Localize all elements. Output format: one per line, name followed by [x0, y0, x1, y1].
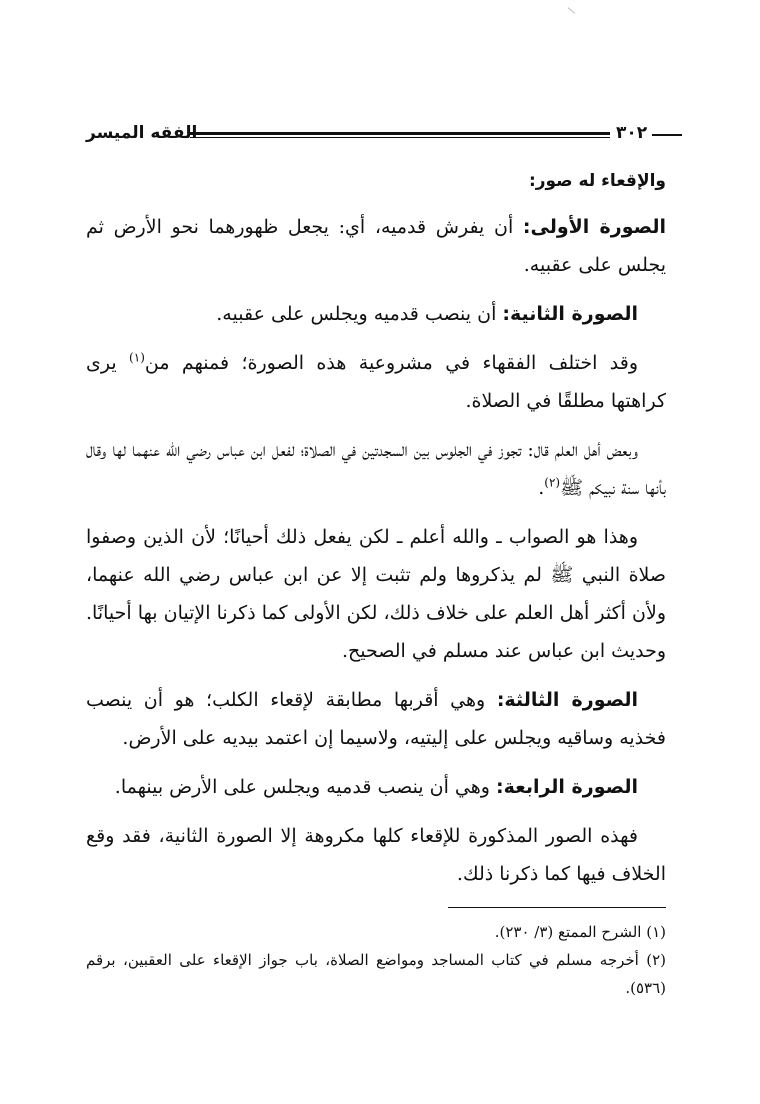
paragraph-some-scholars	[86, 431, 666, 507]
footnote-ref-1: (١)	[129, 350, 145, 365]
form-four-text: وهي أن ينصب قدميه ويجلس على الأرض بينهما.	[114, 776, 496, 798]
some-scholars-text-b: .	[538, 477, 545, 499]
page-number: ٣٠٢	[616, 123, 648, 143]
book-title: الفقه الميسر	[86, 123, 198, 143]
paragraph-form-two	[86, 295, 666, 333]
footnote-1: (١) الشرح الممتع (٣/ ٢٣٠).	[494, 923, 666, 941]
main-text	[86, 162, 666, 904]
disagreement-text-b: يرى كراهتها مطلقًا في الصلاة.	[86, 352, 666, 412]
paragraph-form-three	[86, 681, 666, 757]
footnote-2: (٢) أخرجه مسلم في كتاب المساجد ومواضع الصلاة، باب جواز الإقعاء على العقبين، برقم (٥٣٦).	[86, 951, 666, 997]
paragraph-form-one	[86, 208, 666, 284]
form-three-label: الصورة الثالثة:	[496, 689, 638, 711]
footnote-ref-2: (٢)	[544, 475, 561, 490]
paragraph-form-four	[86, 768, 666, 806]
header-rule	[190, 132, 610, 135]
paragraph-disagreement	[86, 344, 666, 420]
running-header	[86, 119, 658, 147]
paragraph-correct-view: وهذا هو الصواب ـ والله أعلم ـ لكن يفعل ذلك أحيانًا؛ لأن الذين وصفوا صلاة النبي ﷺ لم يذكروها ولم تثبت إلا عن ابن عباس رضي الله عنهما، ولأن أكثر أهل العلم على خلاف ذلك، لكن الأولى كما ذكرنا الإتيان بها أحيانًا. وحديث ابن عباس عند مسلم في الصحيح.	[86, 526, 666, 662]
form-one-text: أن يفرش قدميه، أي: يجعل ظهورهما نحو الأرض ثم يجلس على عقبيه.	[86, 216, 666, 276]
some-scholars-text-a: وبعض أهل العلم قال: تجوز في الجلوس بين السجدتين في الصلاة؛ لفعل ابن عباس رضي الله عنهما لها وقال بأنها سنة نبيكم ﷺ	[86, 439, 666, 499]
scan-artifact	[568, 7, 576, 14]
paragraph-conclusion: فهذه الصور المذكورة للإقعاء كلها مكروهة إلا الصورة الثانية، فقد وقع الخلاف فيها كما ذكرنا ذلك.	[86, 825, 666, 885]
page-number-rule	[652, 134, 682, 136]
form-two-text: أن ينصب قدميه ويجلس على عقبيه.	[216, 303, 503, 325]
section-intro: والإقعاء له صور:	[528, 171, 666, 191]
footnotes	[86, 918, 666, 1002]
disagreement-text-a: وقد اختلف الفقهاء في مشروعية هذه الصورة؛ فمنهم من	[144, 352, 638, 374]
form-one-label: الصورة الأولى:	[522, 216, 666, 238]
form-three-text: وهي أقربها مطابقة لإقعاء الكلب؛ هو أن ينصب فخذيه وساقيه ويجلس على إليتيه، ولاسيما إن اعتمد بيديه على الأرض.	[86, 689, 666, 749]
form-two-label: الصورة الثانية:	[502, 303, 638, 325]
form-four-label: الصورة الرابعة:	[495, 776, 638, 798]
footnote-separator	[448, 907, 666, 908]
